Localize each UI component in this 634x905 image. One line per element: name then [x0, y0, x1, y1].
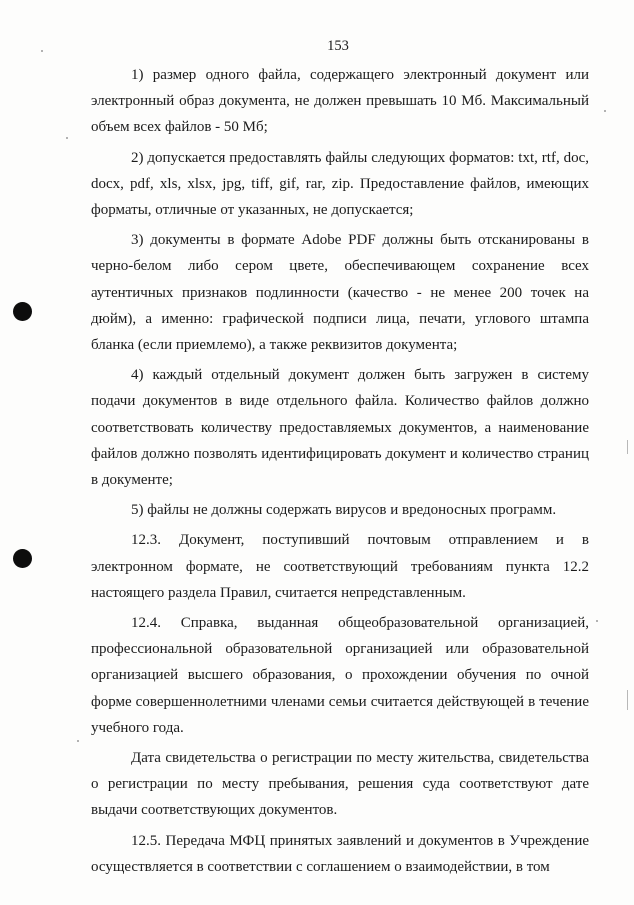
paragraph-12-5: 12.5. Передача МФЦ принятых заявлений и документов в Учреждение осуществляется в соответствии с соглашением о взаимодействии, в том [91, 832, 589, 875]
paragraph-file-formats: 2) допускается предоставлять файлы следующих форматов: txt, rtf, doc, docx, pdf, xls, xlsx, jpg, tiff, gif, rar, zip. Предоставление файлов, имеющих форматы, отличные от указанных, не допускается; [91, 149, 589, 219]
paragraph-no-viruses: 5) файлы не должны содержать вирусов и вредоносных программ. [131, 502, 557, 519]
scan-edge-mark [627, 690, 628, 710]
scan-speck [596, 620, 598, 622]
page-number: 153 [327, 38, 349, 54]
paragraph-pdf-scan: 3) документы в формате Adobe PDF должны быть отсканированы в черно-белом либо сером цвете, обеспечивающем сохранение всех аутентичных признаков подлинности (качество - не менее 200 точек на дюйм), а именно: графической подписи лица, печати, углового штампа бланка (если приемлемо), а также реквизитов документа; [91, 232, 589, 354]
scan-speck [77, 740, 79, 742]
paragraph-certificate-dates: Дата свидетельства о регистрации по месту жительства, свидетельства о регистрации по месту пребывания, решения суда соответствуют дате выдачи соответствующих документов. [91, 750, 589, 819]
paragraph-separate-files: 4) каждый отдельный документ должен быть загружен в систему подачи документов в виде отдельного файла. Количество файлов должно соответствовать количеству предоставляемых документов, а наименование файлов должно позволять идентифицировать документ и количество страниц в документе; [91, 367, 589, 489]
paragraph-file-size: 1) размер одного файла, содержащего электронный документ или электронный образ документа, не должен превышать 10 Мб. Максимальный объем всех файлов - 50 Мб; [91, 67, 589, 136]
scan-edge-mark [627, 440, 628, 454]
punch-hole-mark [13, 302, 32, 321]
scan-speck [66, 137, 68, 139]
paragraph-12-3: 12.3. Документ, поступивший почтовым отправлением и в электронном формате, не соответствующий требованиям пункта 12.2 настоящего раздела Правил, считается непредставленным. [91, 532, 589, 601]
paragraph-12-4: 12.4. Справка, выданная общеобразовательной организацией, профессиональной образовательной организацией или образовательной организацией высшего образования, о прохождении обучения по очной форме совершеннолетними членами семьи считается действующей в течение учебного года. [91, 615, 589, 736]
punch-hole-mark [13, 549, 32, 568]
scan-speck [604, 110, 606, 112]
document-body [91, 62, 589, 884]
